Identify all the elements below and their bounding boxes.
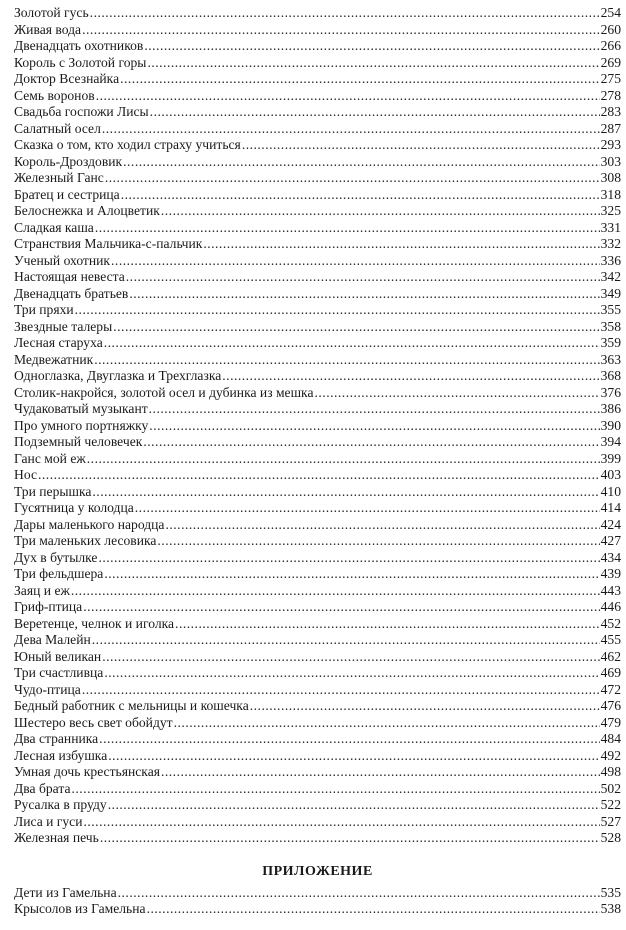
entry-page-number: 399 — [600, 450, 621, 466]
entry-page-number: 414 — [600, 500, 621, 515]
toc-entry — [14, 154, 621, 171]
toc-entry — [14, 220, 621, 237]
toc-entry — [14, 121, 621, 138]
entry-title: Дары маленького народца — [14, 516, 165, 532]
dot-leader — [315, 385, 600, 402]
toc-entry — [14, 137, 621, 154]
toc-entry — [14, 583, 621, 600]
entry-title: Три маленьких лесовика — [14, 533, 157, 548]
entry-page-number: 443 — [600, 582, 621, 598]
entry-page-number: 390 — [600, 417, 621, 433]
entry-page-number: 260 — [600, 21, 621, 37]
entry-title: Три перышка — [14, 483, 92, 499]
dot-leader — [123, 154, 599, 171]
toc-entry — [14, 269, 621, 286]
dot-leader — [90, 5, 600, 22]
entry-title: Сладкая каша — [14, 219, 94, 235]
entry-page-number: 336 — [600, 252, 621, 268]
entry-page-number: 342 — [600, 269, 621, 284]
dot-leader — [104, 665, 599, 682]
dot-leader — [75, 302, 600, 319]
entry-title: Лесная старуха — [14, 335, 103, 350]
dot-leader — [104, 335, 600, 352]
dot-leader — [242, 137, 600, 154]
toc-entry — [14, 797, 621, 814]
entry-title: Три пряхи — [14, 302, 74, 317]
dot-leader — [100, 830, 600, 847]
entry-page-number: 303 — [600, 153, 621, 169]
appendix-heading: ПРИЛОЖЕНИЕ — [262, 863, 373, 879]
toc-entry — [14, 434, 621, 451]
entry-title: Чудо-птица — [14, 681, 81, 697]
entry-page-number: 439 — [600, 566, 621, 581]
toc-entry — [14, 517, 621, 534]
dot-leader — [135, 500, 600, 517]
toc-entry — [14, 500, 621, 517]
dot-leader — [99, 731, 599, 748]
entry-title: Про умного портняжку — [14, 417, 149, 433]
entry-title: Чудаковатый музыкант — [14, 401, 148, 416]
entry-page-number: 394 — [600, 434, 621, 449]
dot-leader — [161, 203, 600, 220]
dot-leader — [147, 55, 599, 72]
dot-leader — [165, 517, 599, 534]
dot-leader — [174, 715, 600, 732]
entry-title: Салатный осел — [14, 120, 101, 136]
entry-page-number: 410 — [600, 483, 621, 499]
entry-page-number: 325 — [600, 203, 621, 218]
entry-page-number: 479 — [600, 714, 621, 730]
entry-page-number: 522 — [600, 797, 621, 812]
dot-leader — [92, 632, 600, 649]
entry-title: Золотой гусь — [14, 5, 89, 20]
toc-entry — [14, 748, 621, 765]
entry-page-number: 434 — [600, 549, 621, 565]
toc-entry — [14, 550, 621, 567]
toc-entry — [14, 649, 621, 666]
entry-page-number: 266 — [600, 38, 621, 53]
entry-page-number: 424 — [600, 516, 621, 532]
entry-page-number: 269 — [600, 54, 621, 70]
dot-leader — [83, 814, 599, 831]
toc-entry — [14, 566, 621, 583]
dot-leader — [175, 616, 600, 633]
entry-title: Гриф-птица — [14, 599, 83, 614]
toc-entry — [14, 885, 621, 902]
toc-entry — [14, 901, 621, 918]
entry-page-number: 538 — [600, 901, 621, 916]
entry-page-number: 535 — [600, 884, 621, 900]
entry-page-number: 359 — [600, 335, 621, 350]
toc-entry — [14, 319, 621, 336]
entry-page-number: 332 — [600, 236, 621, 251]
entry-title: Умная дочь крестьянская — [14, 764, 160, 779]
appendix-list — [14, 885, 621, 918]
toc-entry — [14, 484, 621, 501]
entry-title: Настоящая невеста — [14, 269, 125, 284]
toc-entry — [14, 368, 621, 385]
dot-leader — [104, 566, 599, 583]
toc-entry — [14, 253, 621, 270]
toc-entry — [14, 5, 621, 22]
dot-leader — [105, 170, 600, 187]
dot-leader — [147, 901, 600, 918]
entry-title: Король-Дроздовик — [14, 153, 123, 169]
entry-title: Звездные талеры — [14, 318, 113, 334]
toc-entry — [14, 814, 621, 831]
entry-page-number: 386 — [600, 401, 621, 416]
entry-title: Веретенце, челнок и иголка — [14, 615, 175, 631]
dot-leader — [102, 649, 599, 666]
dot-leader — [92, 484, 599, 501]
toc-entry — [14, 286, 621, 303]
toc-entry — [14, 104, 621, 121]
entry-page-number: 527 — [600, 813, 621, 829]
toc-entry — [14, 830, 621, 847]
dot-leader — [149, 401, 600, 418]
dot-leader — [108, 748, 599, 765]
entry-title: Дева Малейн — [14, 632, 91, 647]
entry-title: Крысолов из Гамельна — [14, 901, 146, 916]
toc-entry — [14, 187, 621, 204]
toc-entry — [14, 632, 621, 649]
dot-leader — [82, 682, 600, 699]
toc-entry — [14, 88, 621, 105]
dot-leader — [82, 22, 600, 39]
entry-title: Двенадцать братьев — [14, 285, 129, 301]
dot-leader — [38, 467, 600, 484]
toc-entry — [14, 302, 621, 319]
toc-entry — [14, 203, 621, 220]
entry-title: Юный великан — [14, 648, 102, 664]
toc-entry — [14, 335, 621, 352]
dot-leader — [126, 269, 600, 286]
dot-leader — [149, 418, 599, 435]
entry-title: Гусятница у колодца — [14, 500, 134, 515]
entry-page-number: 403 — [600, 467, 621, 482]
entry-page-number: 469 — [600, 665, 621, 680]
dot-leader — [120, 71, 600, 88]
entry-page-number: 484 — [600, 731, 621, 746]
entry-title: Два странника — [14, 731, 99, 746]
dot-leader — [94, 352, 599, 369]
dot-leader — [98, 550, 599, 567]
dot-leader — [203, 236, 599, 253]
entry-page-number: 293 — [600, 137, 621, 152]
toc-entry — [14, 599, 621, 616]
entry-page-number: 462 — [600, 648, 621, 664]
toc-entry — [14, 38, 621, 55]
toc-entry — [14, 665, 621, 682]
dot-leader — [71, 583, 600, 600]
entry-title: Дух в бутылке — [14, 549, 98, 565]
entry-title: Ганс мой еж — [14, 450, 86, 466]
entry-title: Три фельдшера — [14, 566, 104, 581]
entry-page-number: 455 — [600, 632, 621, 647]
entry-title: Сказка о том, кто ходил страху учиться — [14, 137, 241, 152]
toc-entry — [14, 170, 621, 187]
entry-title: Семь воронов — [14, 87, 95, 103]
entry-page-number: 254 — [600, 5, 621, 20]
toc-entry — [14, 764, 621, 781]
entry-page-number: 472 — [600, 681, 621, 697]
dot-leader — [161, 764, 600, 781]
entry-title: Двенадцать охотников — [14, 38, 144, 53]
dot-leader — [95, 220, 600, 237]
entry-title: Лесная избушка — [14, 747, 108, 763]
entry-page-number: 376 — [600, 384, 621, 400]
toc-entry — [14, 715, 621, 732]
dot-leader — [118, 885, 600, 902]
entry-title: Подземный человечек — [14, 434, 143, 449]
toc-entry — [14, 682, 621, 699]
dot-leader — [143, 434, 599, 451]
entry-page-number: 349 — [600, 285, 621, 301]
entry-page-number: 492 — [600, 747, 621, 763]
entry-title: Дети из Гамельна — [14, 884, 117, 900]
entry-page-number: 358 — [600, 318, 621, 334]
entry-title: Шестеро весь свет обойдут — [14, 714, 173, 730]
entry-title: Русалка в пруду — [14, 797, 107, 812]
toc-entry — [14, 781, 621, 798]
toc-list — [14, 5, 621, 847]
entry-title: Странствия Мальчика-с-пальчик — [14, 236, 203, 251]
entry-title: Белоснежка и Алоцветик — [14, 203, 160, 218]
entry-page-number: 502 — [600, 780, 621, 796]
toc-entry — [14, 533, 621, 550]
entry-title: Медвежатник — [14, 351, 94, 367]
toc-entry — [14, 451, 621, 468]
toc-entry — [14, 352, 621, 369]
entry-page-number: 278 — [600, 87, 621, 103]
entry-title: Одноглазка, Двуглазка и Трехглазка — [14, 368, 222, 383]
dot-leader — [71, 781, 599, 798]
dot-leader — [83, 599, 599, 616]
entry-page-number: 275 — [600, 71, 621, 86]
dot-leader — [157, 533, 599, 550]
entry-page-number: 476 — [600, 698, 621, 713]
entry-page-number: 331 — [600, 219, 621, 235]
entry-title: Два брата — [14, 780, 71, 796]
dot-leader — [111, 253, 600, 270]
entry-page-number: 427 — [600, 533, 621, 548]
dot-leader — [250, 698, 600, 715]
entry-title: Король с Золотой горы — [14, 54, 147, 70]
entry-title: Железный Ганс — [14, 170, 104, 185]
toc-entry — [14, 616, 621, 633]
entry-title: Три счастливца — [14, 665, 104, 680]
entry-title: Столик-накройся, золотой осел и дубинка из мешка — [14, 384, 314, 400]
toc-entry — [14, 731, 621, 748]
dot-leader — [144, 38, 599, 55]
dot-leader — [150, 104, 600, 121]
entry-title: Заяц и еж — [14, 582, 70, 598]
toc-entry — [14, 55, 621, 72]
entry-page-number: 318 — [600, 186, 621, 202]
entry-page-number: 308 — [600, 170, 621, 185]
entry-title: Бедный работник с мельницы и кошечка — [14, 698, 249, 713]
entry-page-number: 355 — [600, 302, 621, 317]
entry-page-number: 363 — [600, 351, 621, 367]
entry-page-number: 283 — [600, 104, 621, 119]
dot-leader — [108, 797, 600, 814]
toc-entry — [14, 467, 621, 484]
dot-leader — [113, 319, 599, 336]
toc-entry — [14, 71, 621, 88]
toc-entry — [14, 401, 621, 418]
entry-title: Железная печь — [14, 830, 99, 845]
entry-title: Свадьба госпожи Лисы — [14, 104, 149, 119]
dot-leader — [129, 286, 599, 303]
entry-title: Братец и сестрица — [14, 186, 120, 202]
toc-entry — [14, 22, 621, 39]
entry-title: Живая вода — [14, 21, 82, 37]
dot-leader — [121, 187, 600, 204]
dot-leader — [102, 121, 600, 138]
entry-page-number: 446 — [600, 599, 621, 614]
entry-title: Лиса и гуси — [14, 813, 83, 829]
dot-leader — [87, 451, 600, 468]
entry-page-number: 498 — [600, 764, 621, 779]
toc-entry — [14, 698, 621, 715]
entry-page-number: 452 — [600, 615, 621, 631]
entry-page-number: 368 — [600, 368, 621, 383]
entry-page-number: 287 — [600, 120, 621, 136]
entry-title: Нос — [14, 467, 37, 482]
toc-entry — [14, 385, 621, 402]
dot-leader — [222, 368, 599, 385]
toc-entry — [14, 418, 621, 435]
entry-page-number: 528 — [600, 830, 621, 845]
entry-title: Ученый охотник — [14, 252, 111, 268]
entry-title: Доктор Всезнайка — [14, 71, 120, 86]
toc-entry — [14, 236, 621, 253]
dot-leader — [96, 88, 600, 105]
